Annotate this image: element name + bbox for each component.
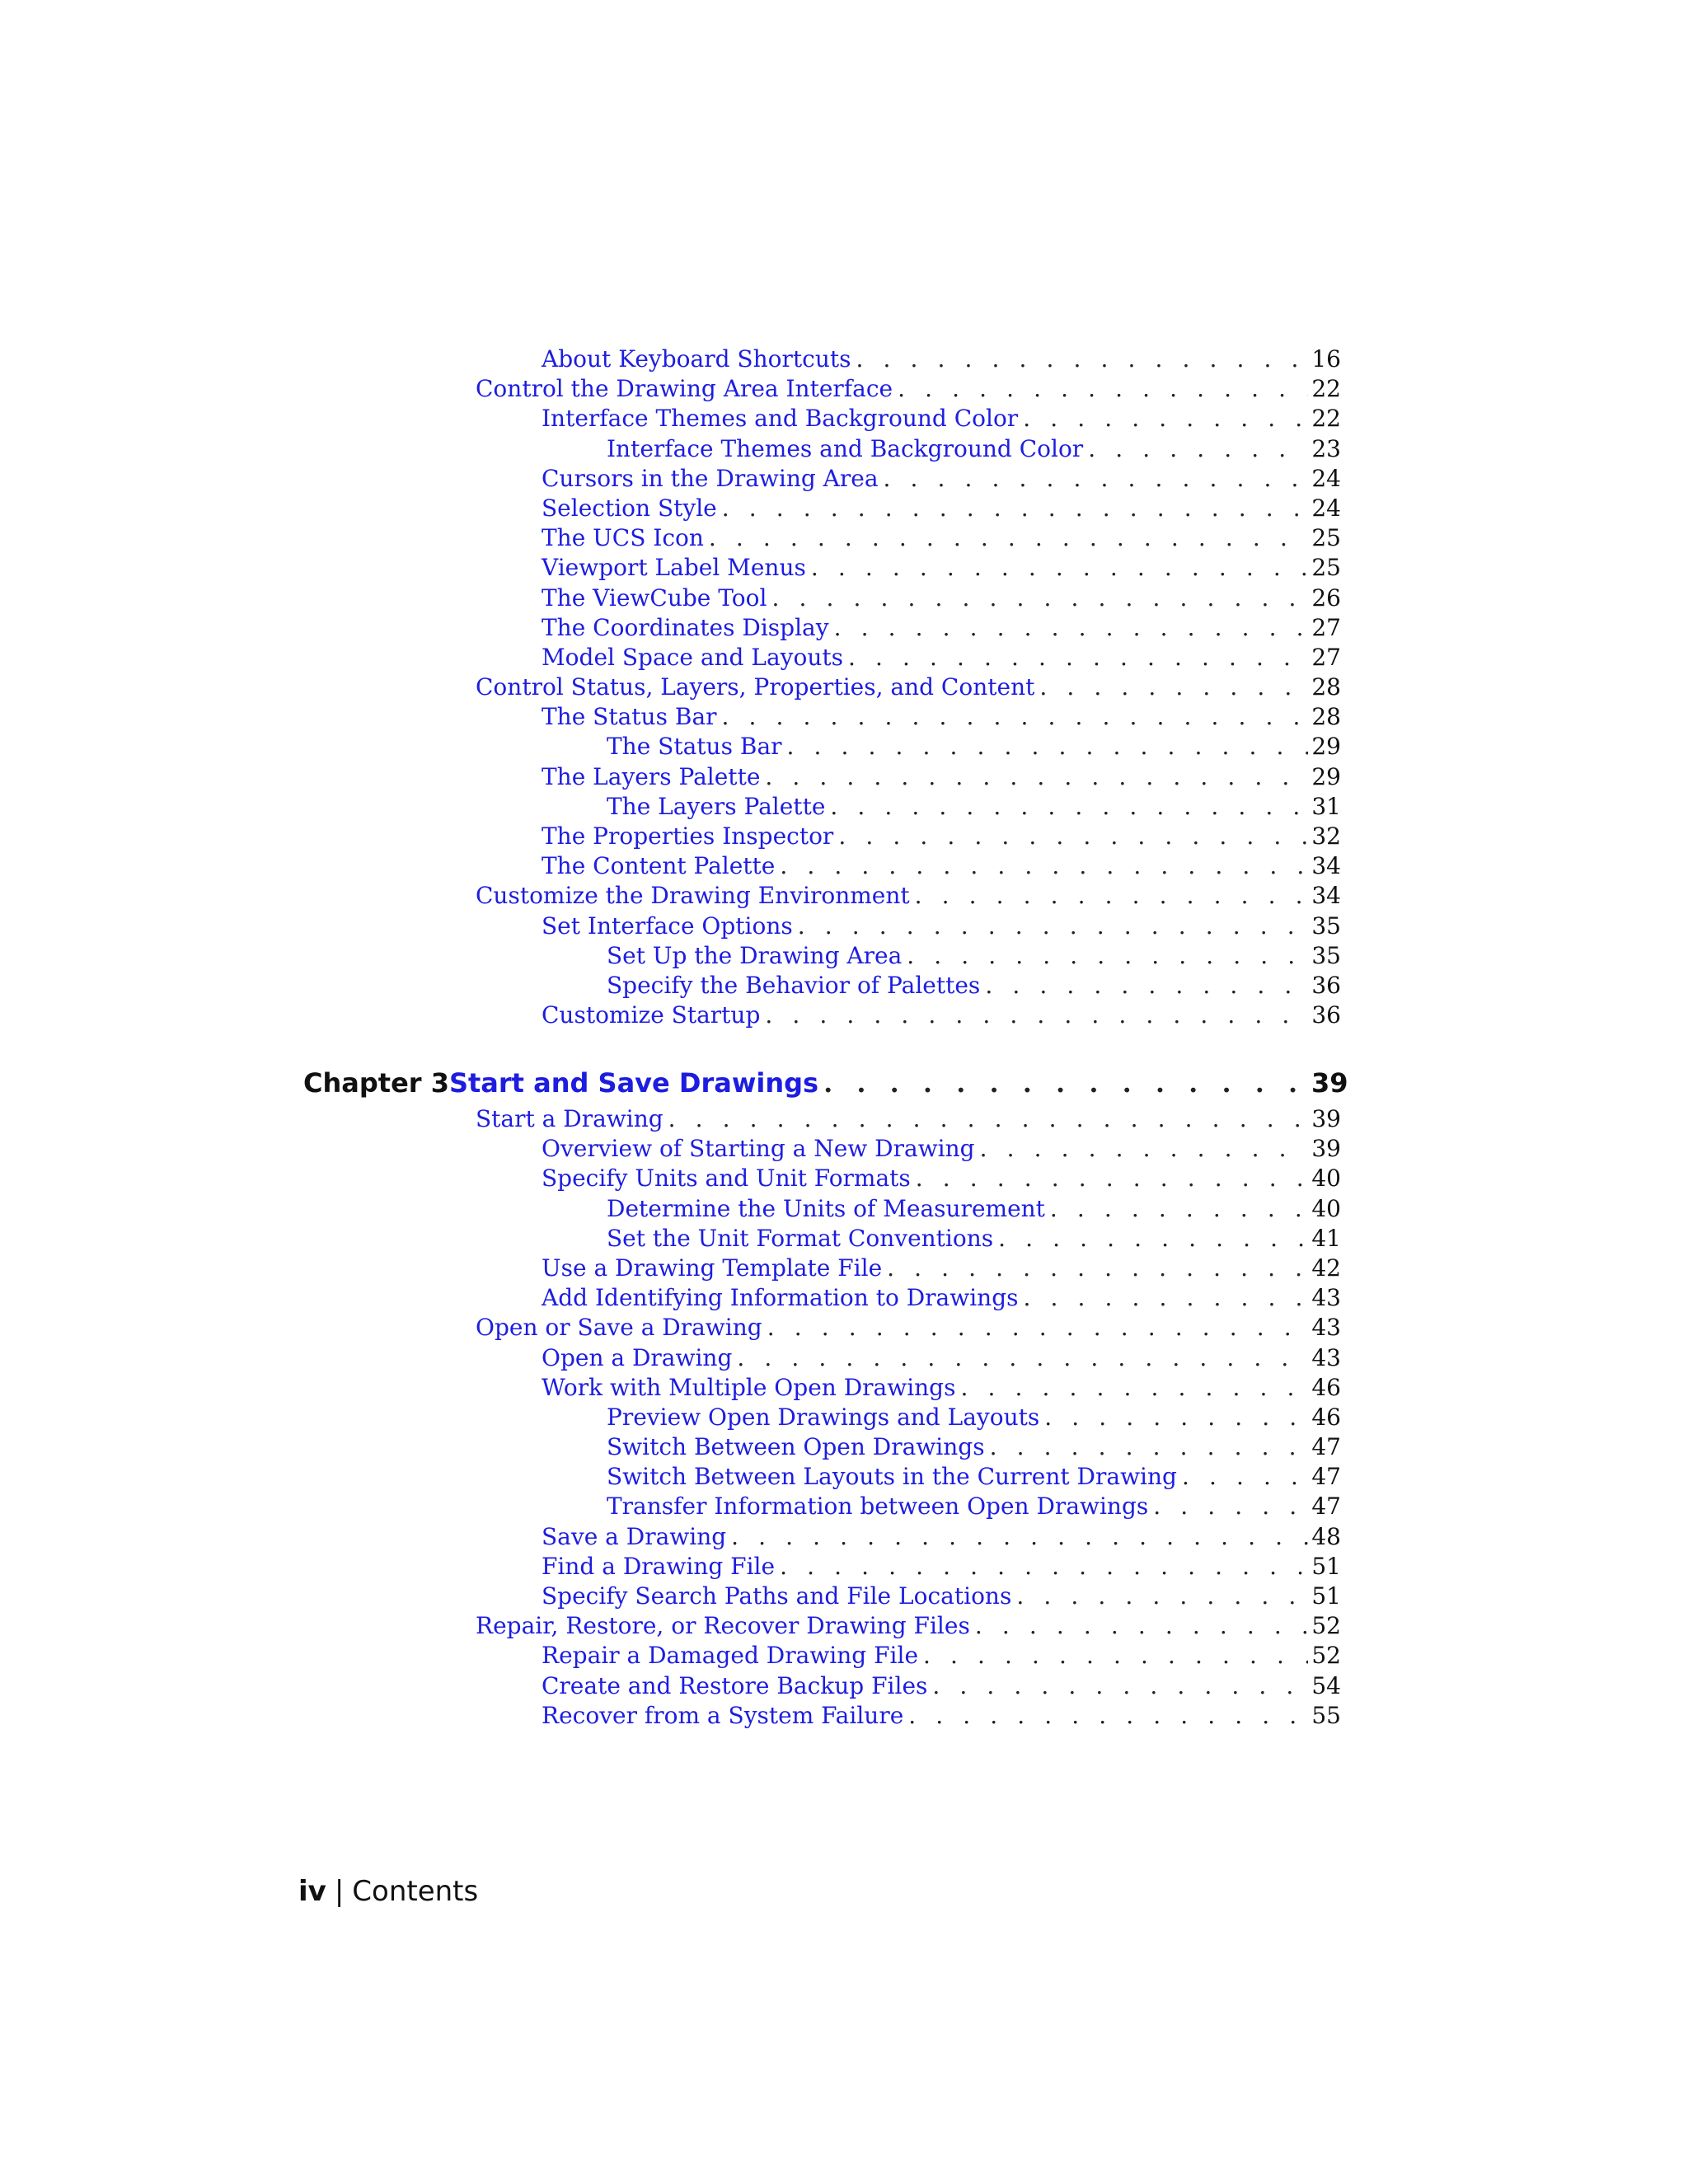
toc-entry-link[interactable]: The Status Bar	[607, 733, 782, 761]
toc-page-number: 25	[1311, 554, 1341, 582]
dot-leader	[767, 1313, 1308, 1343]
toc-page-number: 28	[1311, 703, 1341, 731]
toc-page-number: 25	[1311, 524, 1341, 552]
dot-leader	[1039, 673, 1308, 702]
toc-entry	[476, 464, 1341, 494]
toc-entry-link[interactable]: Cursors in the Drawing Area	[542, 464, 879, 492]
toc-entry	[476, 494, 1341, 523]
dot-leader	[960, 1373, 1308, 1403]
toc-page-number: 35	[1311, 912, 1341, 940]
toc-entry-link[interactable]: Control the Drawing Area Interface	[476, 375, 893, 403]
toc-entry	[476, 1313, 1341, 1343]
toc-page-number: 55	[1311, 1701, 1341, 1729]
dot-leader	[975, 1611, 1308, 1641]
dot-leader	[898, 374, 1308, 404]
dot-leader	[771, 583, 1308, 613]
toc-entry	[476, 1283, 1341, 1313]
toc-entry-link[interactable]: The ViewCube Tool	[542, 583, 767, 612]
toc-entry	[476, 1194, 1341, 1224]
toc-entry	[476, 1373, 1341, 1403]
toc-entry-link[interactable]: Interface Themes and Background Color	[607, 434, 1084, 462]
toc-entry	[476, 1403, 1341, 1432]
toc-entry-link[interactable]: Recover from a System Failure	[542, 1701, 904, 1729]
toc-page-number: 47	[1311, 1463, 1341, 1491]
toc-page-number: 52	[1311, 1612, 1341, 1640]
toc-entry-link[interactable]: About Keyboard Shortcuts	[542, 345, 851, 373]
toc-entry	[476, 1254, 1341, 1283]
toc-page-number: 39	[1311, 1135, 1341, 1163]
toc-entry-link[interactable]: Transfer Information between Open Drawings	[607, 1493, 1149, 1521]
toc-block-upper	[476, 344, 1341, 1030]
toc-entry	[476, 523, 1341, 553]
toc-entry-link[interactable]: The Layers Palette	[542, 762, 761, 790]
toc-entry-link[interactable]: Specify the Behavior of Palettes	[607, 971, 981, 999]
dot-leader	[1182, 1462, 1308, 1492]
toc-page-number: 32	[1311, 823, 1341, 850]
toc-entry	[476, 344, 1341, 374]
dot-leader	[722, 702, 1308, 732]
toc-entry	[476, 1001, 1341, 1030]
dot-leader	[1050, 1194, 1308, 1224]
toc-entry-link[interactable]: Create and Restore Backup Files	[542, 1671, 928, 1699]
toc-entry	[476, 673, 1341, 702]
toc-entry	[476, 374, 1341, 404]
toc-entry	[476, 1611, 1341, 1641]
toc-entry-link[interactable]: Repair a Damaged Drawing File	[542, 1642, 919, 1670]
toc-page-number: 47	[1311, 1433, 1341, 1461]
toc-page-number: 51	[1311, 1582, 1341, 1610]
dot-leader	[798, 912, 1308, 941]
toc-entry	[476, 1582, 1341, 1611]
toc-page-number: 35	[1311, 941, 1341, 969]
toc-page-number: 22	[1311, 375, 1341, 403]
chapter-page-number: 39	[1311, 1067, 1348, 1099]
toc-entry	[476, 1224, 1341, 1254]
dot-leader	[916, 1164, 1308, 1193]
toc-page-number: 22	[1311, 405, 1341, 433]
toc-page-number: 48	[1311, 1522, 1341, 1550]
footer-section-title: Contents	[352, 1875, 479, 1908]
toc-entry	[476, 643, 1341, 673]
dot-leader	[765, 762, 1308, 792]
toc-page-number: 39	[1311, 1105, 1341, 1132]
dot-leader	[834, 613, 1308, 643]
toc-page-number: 28	[1311, 673, 1341, 701]
toc-page-number: 43	[1311, 1343, 1341, 1371]
toc-entry	[476, 1552, 1341, 1582]
toc-entry	[476, 1522, 1341, 1552]
toc-entry	[476, 732, 1341, 762]
toc-entry-link[interactable]: Repair, Restore, or Recover Drawing Files	[476, 1612, 970, 1640]
dot-leader	[765, 1001, 1308, 1030]
toc-page-number: 16	[1311, 345, 1341, 373]
toc-entry	[476, 762, 1341, 792]
dot-leader	[932, 1671, 1308, 1701]
dot-leader	[668, 1104, 1308, 1134]
dot-leader	[709, 523, 1308, 553]
toc-entry-link[interactable]: Viewport Label Menus	[542, 554, 806, 582]
toc-entry	[476, 792, 1341, 822]
toc-page-number: 24	[1311, 494, 1341, 522]
toc-entry-link[interactable]: Control Status, Layers, Properties, and Content	[476, 673, 1035, 701]
dot-leader	[1153, 1492, 1308, 1521]
toc-entry	[476, 1492, 1341, 1521]
toc-entry	[476, 1462, 1341, 1492]
toc-page-number: 27	[1311, 613, 1341, 641]
toc-entry	[476, 613, 1341, 643]
dot-leader	[811, 553, 1308, 583]
dot-leader	[780, 851, 1308, 881]
toc-page-number: 31	[1311, 792, 1341, 820]
dot-leader	[1016, 1582, 1308, 1611]
toc-page-number: 42	[1311, 1254, 1341, 1282]
chapter-title-link[interactable]: Start and Save Drawings	[448, 1067, 819, 1099]
toc-entry	[476, 1134, 1341, 1164]
toc-entry	[476, 1701, 1341, 1731]
dot-leader	[780, 1552, 1308, 1582]
toc-page-number: 52	[1311, 1642, 1341, 1670]
toc-page-number: 29	[1311, 762, 1341, 790]
toc-entry	[476, 404, 1341, 434]
dot-leader	[722, 494, 1308, 523]
dot-leader	[830, 792, 1308, 822]
toc-entry-link[interactable]: The Layers Palette	[607, 792, 826, 820]
toc-page-number: 26	[1311, 583, 1341, 612]
dot-leader	[823, 1063, 1308, 1103]
toc-entry-link[interactable]: The UCS Icon	[542, 524, 704, 552]
dot-leader	[908, 1701, 1308, 1731]
toc-page-number: 41	[1311, 1224, 1341, 1252]
toc-entry-link[interactable]: The Properties Inspector	[542, 823, 834, 850]
toc-entry	[476, 1104, 1341, 1134]
toc-entry	[476, 971, 1341, 1001]
toc-entry-link[interactable]: Start a Drawing	[476, 1105, 663, 1132]
toc-entry	[476, 434, 1341, 464]
page-footer	[298, 1875, 478, 1908]
toc-page-number: 46	[1311, 1403, 1341, 1431]
dot-leader	[985, 971, 1308, 1001]
toc-entry-link[interactable]: Use a Drawing Template File	[542, 1254, 883, 1282]
footer-separator: |	[334, 1875, 345, 1908]
dot-leader	[1088, 434, 1308, 464]
toc-entry-link[interactable]: Interface Themes and Background Color	[542, 405, 1019, 433]
toc-page-number: 23	[1311, 434, 1341, 462]
toc-entry-link[interactable]: Set the Unit Format Conventions	[607, 1224, 994, 1252]
toc-entry-link[interactable]: Model Space and Layouts	[542, 643, 843, 671]
dot-leader	[915, 881, 1308, 911]
toc-entry-link[interactable]: Specify Search Paths and File Locations	[542, 1582, 1012, 1610]
dot-leader	[737, 1343, 1308, 1373]
toc-entry	[476, 1343, 1341, 1373]
toc-entry-link[interactable]: Set Up the Drawing Area	[607, 941, 903, 969]
toc-entry-link[interactable]: Open or Save a Drawing	[476, 1314, 762, 1342]
toc-entry-link[interactable]: Switch Between Layouts in the Current Drawing	[607, 1463, 1177, 1491]
dot-leader	[887, 1254, 1308, 1283]
toc-entry-link[interactable]: Customize Startup	[542, 1001, 761, 1029]
dot-leader	[1044, 1403, 1308, 1432]
toc-page-number: 24	[1311, 464, 1341, 492]
folio-number: iv	[298, 1875, 326, 1908]
toc-entry	[476, 553, 1341, 583]
toc-entry-link[interactable]: Open a Drawing	[542, 1343, 733, 1371]
toc-entry-link[interactable]: Switch Between Open Drawings	[607, 1433, 985, 1461]
dot-leader	[980, 1134, 1308, 1164]
toc-entry-link[interactable]: Specify Units and Unit Formats	[542, 1165, 911, 1193]
toc-entry-link[interactable]: The Status Bar	[542, 703, 717, 731]
toc-page-number: 47	[1311, 1493, 1341, 1521]
toc-entry	[476, 851, 1341, 881]
dot-leader	[907, 941, 1308, 971]
toc-entry-link[interactable]: Customize the Drawing Environment	[476, 882, 910, 910]
toc-page-number: 36	[1311, 1001, 1341, 1029]
toc-page-number: 43	[1311, 1284, 1341, 1312]
chapter-label: Chapter 3	[303, 1067, 449, 1099]
chapter-heading	[303, 1063, 1348, 1103]
toc-block-lower	[476, 1104, 1341, 1731]
dot-leader	[848, 643, 1308, 673]
toc-entry-link[interactable]: Overview of Starting a New Drawing	[542, 1135, 975, 1163]
toc-page-number: 34	[1311, 852, 1341, 880]
toc-entry-link[interactable]: Determine the Units of Measurement	[607, 1194, 1045, 1222]
dot-leader	[1023, 1283, 1308, 1313]
toc-entry-link[interactable]: Set Interface Options	[542, 912, 793, 940]
toc-entry-link[interactable]: Add Identifying Information to Drawings	[542, 1284, 1019, 1312]
dot-leader	[923, 1641, 1308, 1671]
toc-entry	[476, 1432, 1341, 1462]
toc-entry	[476, 1641, 1341, 1671]
toc-entry	[476, 702, 1341, 732]
toc-page-number: 40	[1311, 1194, 1341, 1222]
toc-page-number: 27	[1311, 643, 1341, 671]
toc-entry-link[interactable]: The Content Palette	[542, 852, 776, 880]
toc-entry	[476, 912, 1341, 941]
toc-entry-link[interactable]: Work with Multiple Open Drawings	[542, 1373, 956, 1401]
toc-page-number: 36	[1311, 971, 1341, 999]
toc-entry	[476, 822, 1341, 851]
toc-entry	[476, 1164, 1341, 1193]
dot-leader	[998, 1224, 1308, 1254]
toc-entry	[476, 583, 1341, 613]
dot-leader	[838, 822, 1308, 851]
dot-leader	[787, 732, 1308, 762]
toc-page-number: 51	[1311, 1552, 1341, 1580]
toc-page-number: 34	[1311, 882, 1341, 910]
toc-entry	[476, 1671, 1341, 1701]
dot-leader	[990, 1432, 1308, 1462]
toc-entry	[476, 941, 1341, 971]
toc-page-number: 54	[1311, 1671, 1341, 1699]
toc-entry	[476, 881, 1341, 911]
toc-entry-link[interactable]: Save a Drawing	[542, 1522, 727, 1550]
dot-leader	[1023, 404, 1308, 434]
toc-page-number: 29	[1311, 733, 1341, 761]
toc-entry-link[interactable]: Preview Open Drawings and Layouts	[607, 1403, 1040, 1431]
dot-leader	[731, 1522, 1308, 1552]
toc-page-number: 40	[1311, 1165, 1341, 1193]
toc-page-number: 43	[1311, 1314, 1341, 1342]
toc-entry-link[interactable]: Selection Style	[542, 494, 717, 522]
dot-leader	[856, 344, 1308, 374]
toc-entry-link[interactable]: Find a Drawing File	[542, 1552, 776, 1580]
dot-leader	[884, 464, 1308, 494]
toc-entry-link[interactable]: The Coordinates Display	[542, 613, 829, 641]
toc-page-number: 46	[1311, 1373, 1341, 1401]
